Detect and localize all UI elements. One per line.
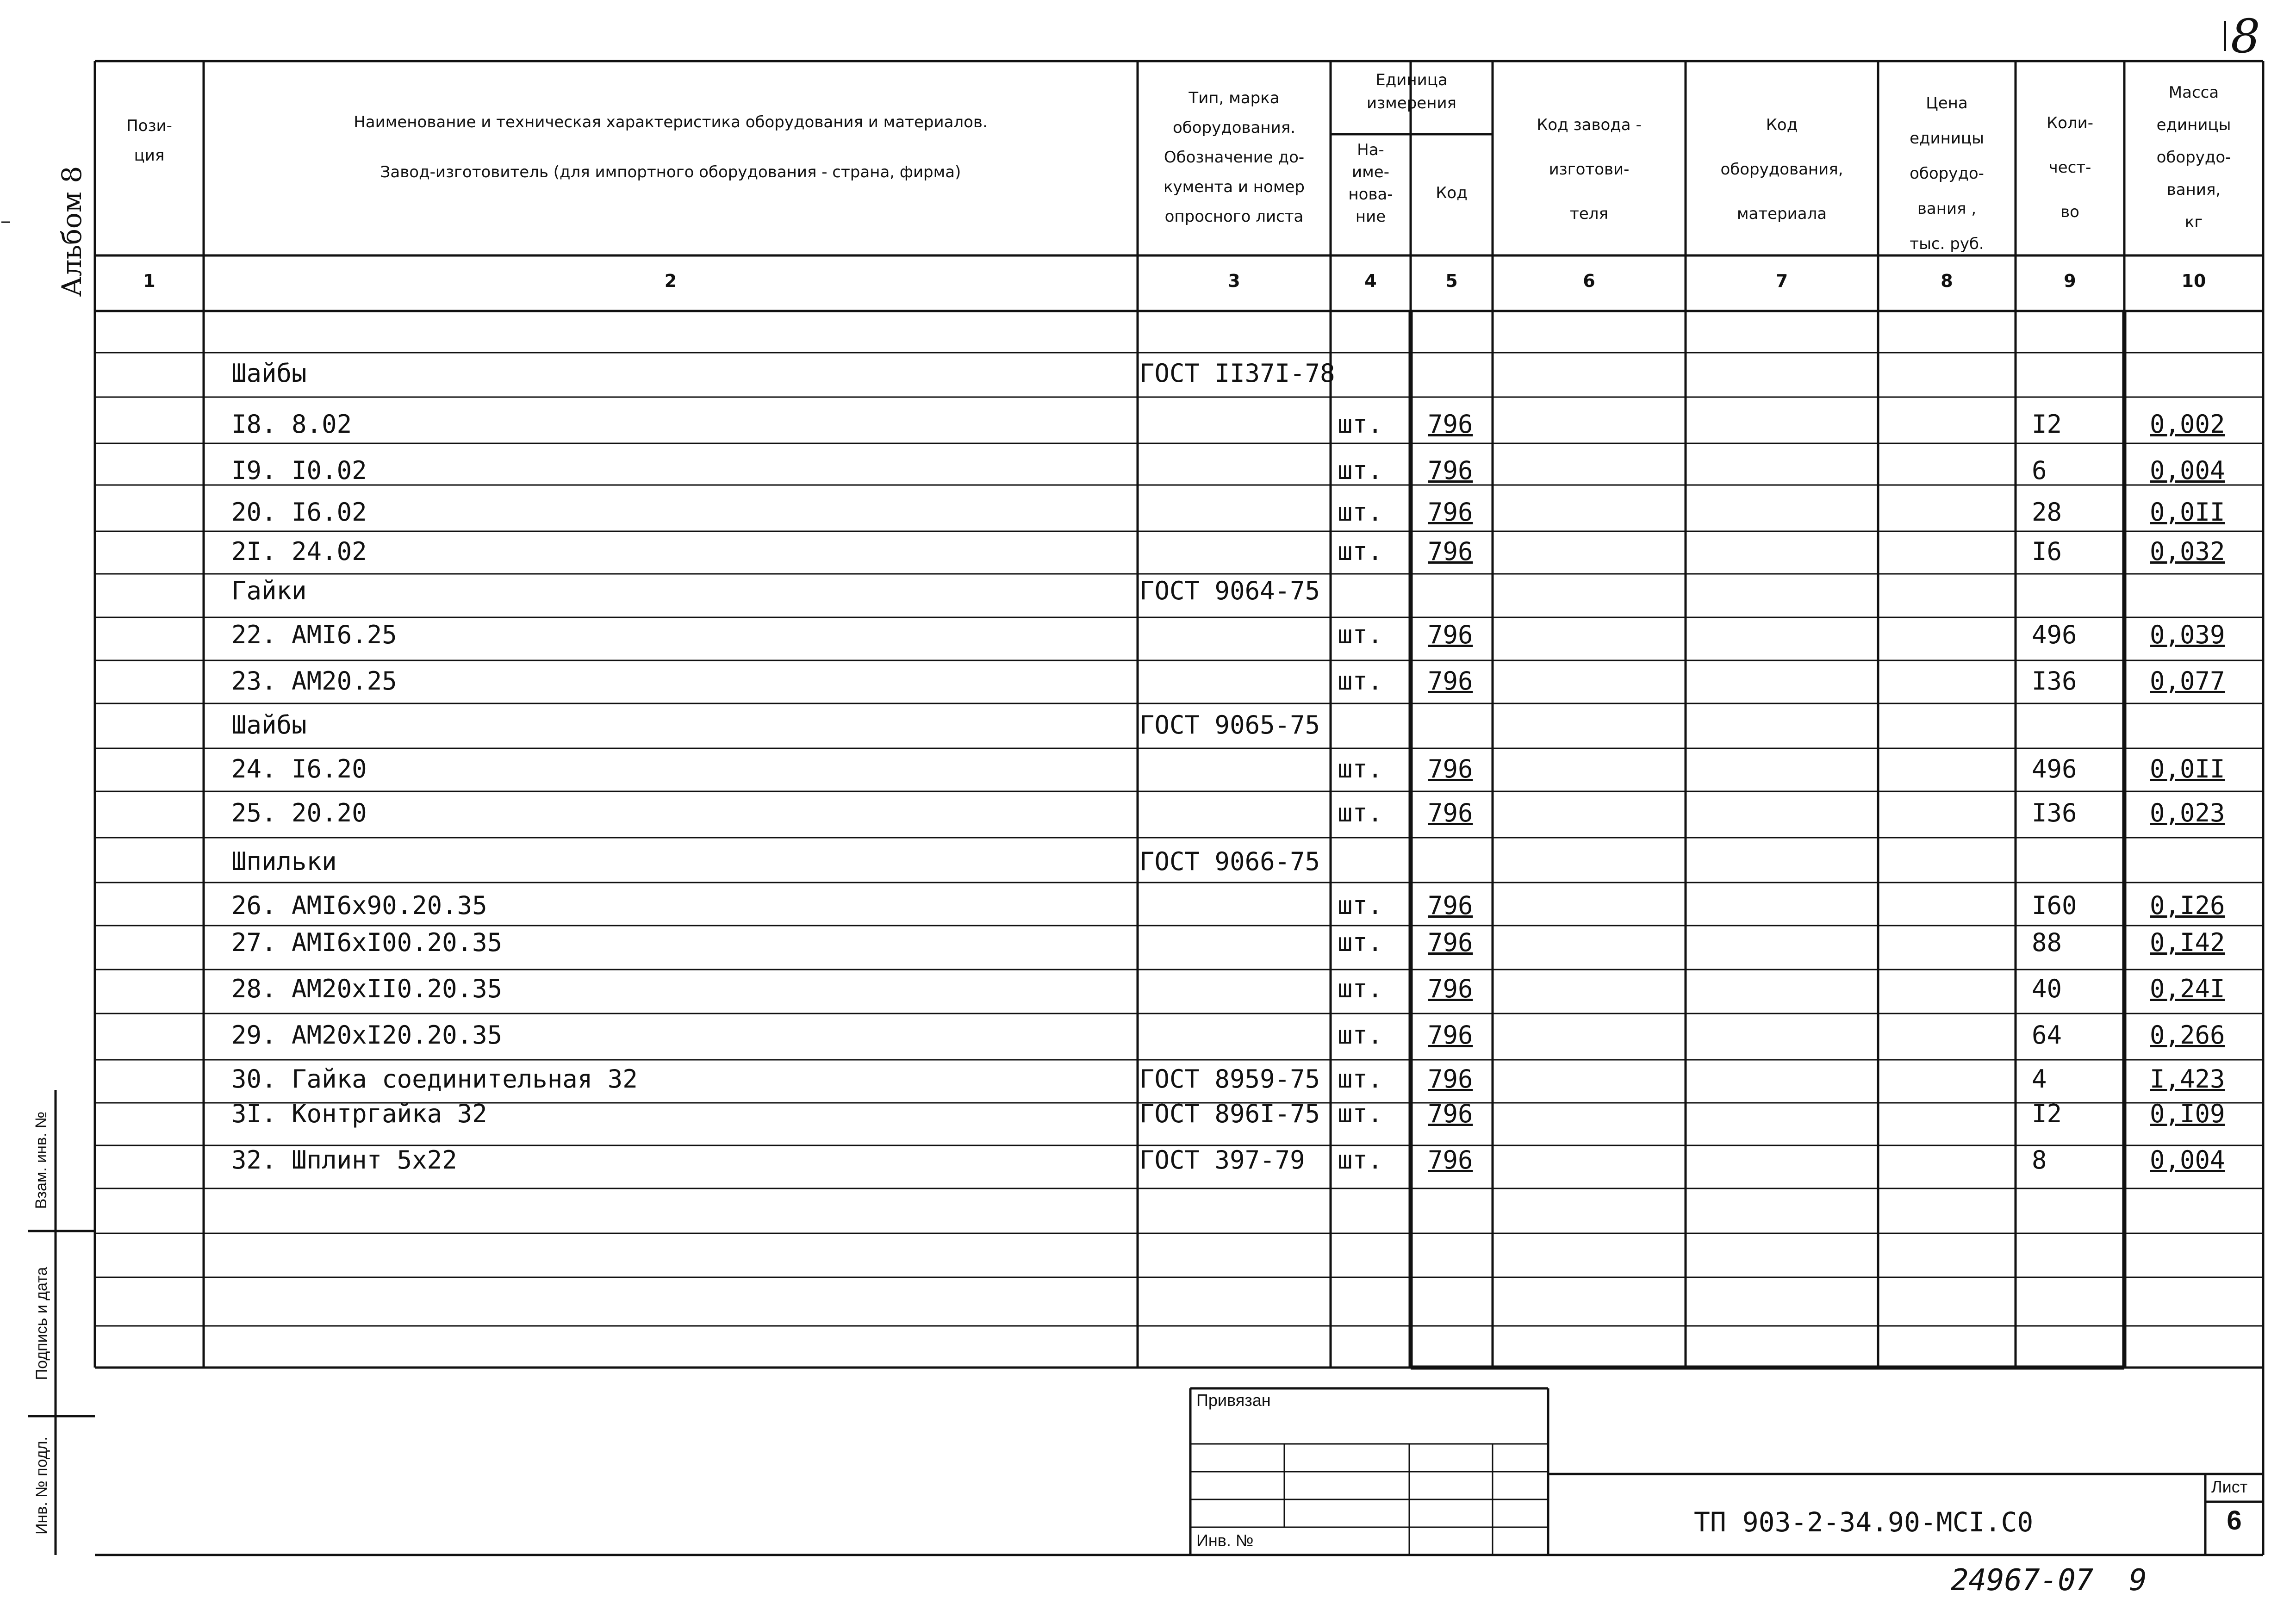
row-name: 30. Гайка соединительная 32 — [231, 1064, 638, 1094]
row-code: 796 — [1428, 620, 1473, 649]
row-qty: 28 — [2032, 497, 2062, 527]
row-mass: 0,I26 — [2150, 891, 2225, 920]
col-number: 1 — [143, 271, 156, 291]
row-mass: 0,004 — [2150, 456, 2225, 485]
row-name: 3I. Контргайка 32 — [231, 1099, 487, 1128]
row-unit: шт. — [1338, 537, 1383, 566]
row-unit: шт. — [1338, 974, 1383, 1003]
row-name: Гайки — [231, 576, 307, 605]
row-unit: шт. — [1338, 456, 1383, 485]
row-name: 20. I6.02 — [231, 497, 367, 527]
col-number: 8 — [1941, 271, 1953, 291]
replace-inv-label: Взам. инв. № — [32, 1111, 50, 1209]
row-name: 25. 20.20 — [231, 798, 367, 827]
row-type: ГОСТ 9066-75 — [1139, 847, 1320, 876]
row-unit: шт. — [1338, 620, 1383, 649]
sheet-mark: 8 — [2231, 9, 2260, 63]
row-qty: I2 — [2032, 410, 2062, 439]
row-mass: 0,002 — [2150, 410, 2225, 439]
row-mass: 0,I09 — [2150, 1099, 2225, 1128]
row-name: I9. I0.02 — [231, 456, 367, 485]
row-unit: шт. — [1338, 1064, 1383, 1094]
sign-date-label: Подпись и дата — [33, 1267, 50, 1380]
header-unit-name: На- име- нова- ние — [1348, 141, 1393, 226]
row-unit: шт. — [1338, 754, 1383, 784]
header-unit-price: Цена единицы оборудо- вания , тыс. руб. — [1910, 94, 1984, 253]
row-mass: 0,004 — [2150, 1145, 2225, 1175]
row-qty: I60 — [2032, 891, 2077, 920]
row-code: 796 — [1428, 537, 1473, 566]
row-name: 23. АМ20.25 — [231, 666, 397, 696]
row-qty: 64 — [2032, 1020, 2062, 1050]
row-code: 796 — [1428, 497, 1473, 527]
row-qty: 496 — [2032, 754, 2077, 784]
row-name: 28. АМ20xII0.20.35 — [231, 974, 503, 1003]
row-mass: 0,0II — [2150, 754, 2225, 784]
row-mass: I,423 — [2150, 1064, 2225, 1094]
row-mass: 0,032 — [2150, 537, 2225, 566]
col-number: 2 — [664, 271, 677, 291]
col-number: 10 — [2181, 271, 2206, 291]
row-name: 32. Шплинт 5x22 — [231, 1145, 457, 1175]
row-code: 796 — [1428, 410, 1473, 439]
col-number: 7 — [1775, 271, 1788, 291]
stamp-inv-label: Инв. № — [1196, 1531, 1254, 1550]
document-code: ТП 903-2-34.90-МСI.С0 — [1694, 1506, 2034, 1538]
row-qty: I36 — [2032, 798, 2077, 827]
row-unit: шт. — [1338, 666, 1383, 696]
header-position: Пози- ция — [126, 117, 172, 165]
row-type: ГОСТ 9064-75 — [1139, 576, 1320, 605]
footer-number: 24967-07 9 — [1951, 1563, 2147, 1598]
row-unit: шт. — [1338, 928, 1383, 957]
header-quantity: Коли- чест- во — [2046, 114, 2094, 221]
row-qty: 4 — [2032, 1064, 2047, 1094]
row-code: 796 — [1428, 974, 1473, 1003]
row-code: 796 — [1428, 928, 1473, 957]
row-unit: шт. — [1338, 891, 1383, 920]
col-number: 4 — [1364, 271, 1377, 291]
row-code: 796 — [1428, 754, 1473, 784]
row-code: 796 — [1428, 1064, 1473, 1094]
row-mass: 0,24I — [2150, 974, 2225, 1003]
sheet-number: 6 — [2227, 1505, 2242, 1536]
row-mass: 0,266 — [2150, 1020, 2225, 1050]
header-type: Тип, марка оборудования. Обозначение до- кумента и номер опросного листа — [1164, 89, 1305, 226]
row-name: Шайбы — [231, 359, 307, 388]
row-name: 29. АМ20xI20.20.35 — [231, 1020, 503, 1050]
header-name-line1: Наименование и техническая характеристика оборудования и материалов. — [354, 113, 988, 131]
header-equipment-code: Код оборудования, материала — [1720, 116, 1843, 223]
row-qty: 8 — [2032, 1145, 2047, 1175]
row-mass: 0,023 — [2150, 798, 2225, 827]
bound-label: Привязан — [1196, 1391, 1271, 1410]
header-unit-group: Единица измерения — [1366, 71, 1457, 112]
header-unit-code: Код — [1436, 184, 1468, 202]
row-type: ГОСТ 896I-75 — [1139, 1099, 1320, 1128]
row-name: 22. АМI6.25 — [231, 620, 397, 649]
sheet-label: Лист — [2211, 1477, 2248, 1496]
header-unit-mass: Масса единицы оборудо- вания, кг — [2156, 83, 2231, 231]
header-name-line2: Завод-изготовитель (для импортного оборудования - страна, фирма) — [380, 163, 961, 181]
row-code: 796 — [1428, 1099, 1473, 1128]
row-qty: 40 — [2032, 974, 2062, 1003]
row-name: 2I. 24.02 — [231, 537, 367, 566]
col-number: 6 — [1583, 271, 1595, 291]
row-code: 796 — [1428, 456, 1473, 485]
row-name: 24. I6.20 — [231, 754, 367, 784]
row-mass: 0,I42 — [2150, 928, 2225, 957]
row-type: ГОСТ II37I-78 — [1139, 359, 1335, 388]
row-unit: шт. — [1338, 497, 1383, 527]
row-mass: 0,0II — [2150, 497, 2225, 527]
row-qty: 496 — [2032, 620, 2077, 649]
row-name: Шайбы — [231, 710, 307, 740]
row-type: ГОСТ 397-79 — [1139, 1145, 1305, 1175]
row-code: 796 — [1428, 798, 1473, 827]
row-name: Шпильки — [231, 847, 337, 876]
row-qty: 88 — [2032, 928, 2062, 957]
row-unit: шт. — [1338, 798, 1383, 827]
row-qty: I36 — [2032, 666, 2077, 696]
row-qty: 6 — [2032, 456, 2047, 485]
row-qty: I6 — [2032, 537, 2062, 566]
row-code: 796 — [1428, 1145, 1473, 1175]
header-plant-code: Код завода - изготови- теля — [1537, 116, 1642, 223]
col-number: 5 — [1445, 271, 1458, 291]
row-name: 26. АМI6x90.20.35 — [231, 891, 487, 920]
col-number: 3 — [1228, 271, 1240, 291]
row-code: 796 — [1428, 666, 1473, 696]
row-code: 796 — [1428, 891, 1473, 920]
row-unit: шт. — [1338, 1099, 1383, 1128]
row-unit: шт. — [1338, 410, 1383, 439]
album-label: Альбом 8 — [56, 166, 87, 297]
col-number: 9 — [2064, 271, 2076, 291]
row-unit: шт. — [1338, 1020, 1383, 1050]
row-unit: шт. — [1338, 1145, 1383, 1175]
inv-no-label: Инв. № подл. — [33, 1436, 50, 1535]
row-name: 27. АМI6xI00.20.35 — [231, 928, 503, 957]
row-type: ГОСТ 8959-75 — [1139, 1064, 1320, 1094]
row-name: I8. 8.02 — [231, 410, 352, 439]
row-mass: 0,077 — [2150, 666, 2225, 696]
row-type: ГОСТ 9065-75 — [1139, 710, 1320, 740]
row-qty: I2 — [2032, 1099, 2062, 1128]
row-mass: 0,039 — [2150, 620, 2225, 649]
row-code: 796 — [1428, 1020, 1473, 1050]
